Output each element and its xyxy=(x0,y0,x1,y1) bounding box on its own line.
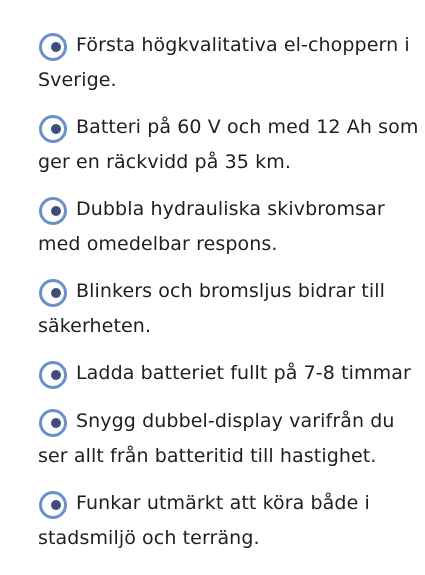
feature-text-line2: ser allt från batteritid till hastighet. xyxy=(38,445,377,467)
bullet-circle-icon xyxy=(38,32,68,62)
bullet-circle-icon xyxy=(38,360,68,390)
feature-text-line2: stadsmiljö och terräng. xyxy=(38,527,260,549)
feature-text-line1: Batteri på 60 V och med 12 Ah som xyxy=(76,116,419,138)
feature-text-line2: ger en räckvidd på 35 km. xyxy=(38,151,291,173)
feature-text-line2: Sverige. xyxy=(38,69,117,91)
feature-text-line2: med omedelbar respons. xyxy=(38,233,278,255)
feature-text-line1: Dubbla hydrauliska skivbromsar xyxy=(76,198,385,220)
bullet-circle-icon xyxy=(38,278,68,308)
bullet-circle-icon xyxy=(38,114,68,144)
feature-text-line1: Funkar utmärkt att köra både i xyxy=(76,492,370,514)
feature-text-line1: Blinkers och bromsljus bidrar till xyxy=(76,280,385,302)
bullet-circle-icon xyxy=(38,408,68,438)
feature-text-line1: Snygg dubbel-display varifrån du xyxy=(76,410,395,432)
bullet-circle-icon xyxy=(38,490,68,520)
feature-text-line1: Första högkvalitativa el-choppern i xyxy=(76,34,410,56)
feature-text-line1: Ladda batteriet fullt på 7-8 timmar xyxy=(76,362,411,384)
bullet-circle-icon xyxy=(38,196,68,226)
feature-text-line2: säkerheten. xyxy=(38,315,152,337)
